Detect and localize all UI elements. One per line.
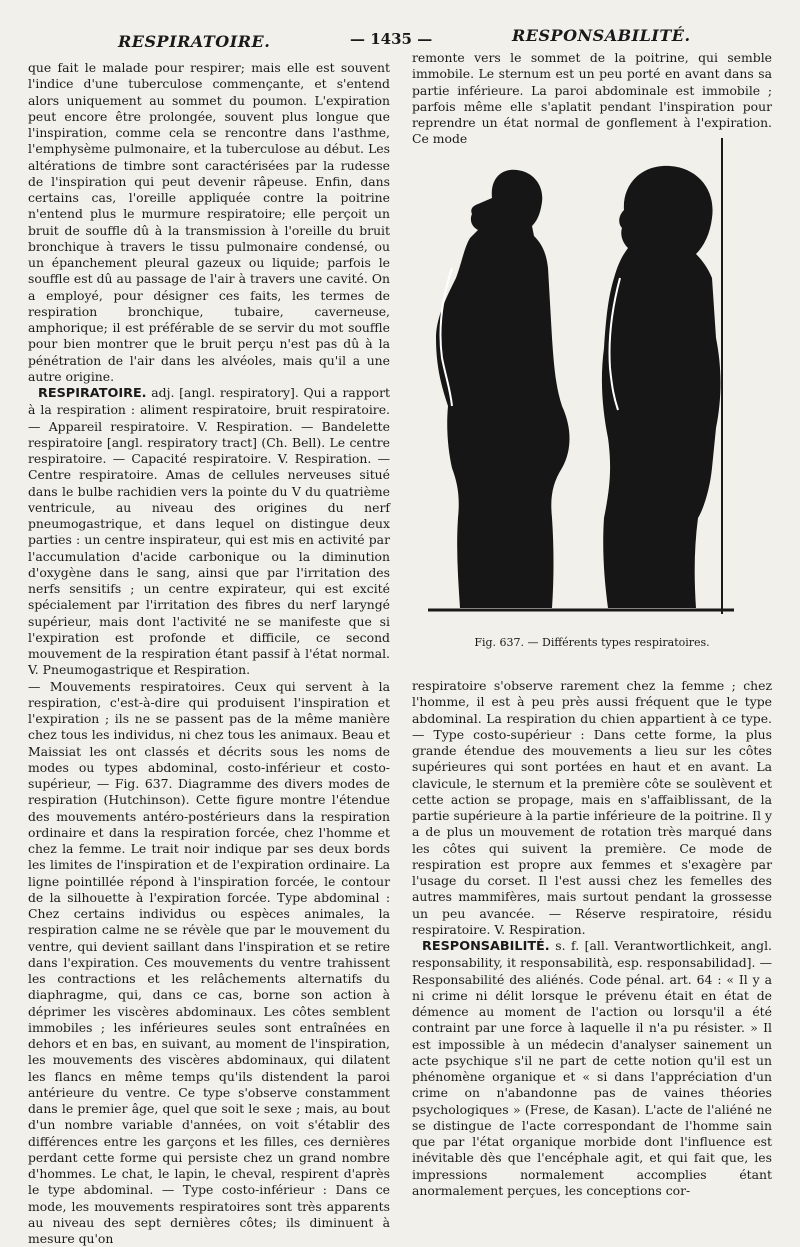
right-column-bottom (412, 678, 772, 1199)
running-head-left: RESPIRATOIRE. (118, 32, 270, 51)
right-column-top (412, 50, 772, 148)
entry-term-respiratoire: RESPIRATOIRE. (38, 386, 147, 401)
silhouettes-illustration (412, 138, 772, 628)
running-head-right: RESPONSABILITÉ. (512, 26, 691, 45)
figure-637 (412, 138, 772, 658)
right-bottom-paragraph-1: respiratoire s'observe rarement chez la femme ; chez l'homme, il est à peu près aussi fréquent que le type abdominal. La respiration du chien appartient à ce type. — Type costo-supérieur : Dans cette forme, la plus grande étendue des mouvements a lieu sur les côtes supérieures qui sont portées en haut et en avant. La clavicule, le sternum et la première côte se soulèvent et cette action se propage, mais en s'affaiblissant, de la partie supérieure à la partie inférieure de la poitrine. Il y a de plus un mouvement de rotation très marqué dans les côtes qui suivent la première. Ce mode de respiration est propre aux femmes et s'exagère par l'usage du corset. Il l'est aussi chez les femelles des autres mammifères, mais surtout pendant la grossesse un peu avancée. — Réserve respiratoire, résidu respiratoire. V. Respiration. (412, 678, 772, 938)
figure-caption: Fig. 637. — Différents types respiratoires. (412, 636, 772, 649)
entry-respiratoire-text: adj. [angl. respiratory]. Qui a rapport à la respiration : aliment respiratoire, bruit respiratoire. — Appareil respiratoire. V. Respiration. — Bandelette respiratoire [angl. respiratory tract] (Ch. Bell). Le centre respiratoire. — Capacité respiratoire. V. Respiration. — Centre respiratoire. Amas de cellules nerveuses situé dans le bulbe rachidien vers la pointe du V du quatrième ventricule, au niveau des origines du nerf pneumogastrique, et dans lequel on distingue deux parties : un centre inspirateur, qui est mis en activité par l'accumulation d'acide carbonique ou la diminution d'oxygène dans le sang, ainsi que par l'irritation des nerfs sensitifs ; un centre expirateur, qui est excité spécialement par l'irritation des fibres du nerf laryngé supérieur, mais dont l'activité ne se manifeste que si l'expiration est profonde et difficile, ce second mouvement de la respiration étant passif à l'état normal. V. Pneumogastrique et Respiration. (28, 385, 390, 677)
left-paragraph-3: — Mouvements respiratoires. Ceux qui servent à la respiration, c'est-à-dire qui produisent l'inspiration et l'expiration ; ils ne se passent pas de la même manière chez tous les individus, ni chez tous les animaux. Beau et Maissiat les ont classés et décrits sous les noms de modes ou types abdominal, costo-inférieur et costo-supérieur, — Fig. 637. Diagramme des divers modes de respiration (Hutchinson). Cette figure montre l'étendue des mouvements antéro-postérieurs dans la respiration ordinaire et dans la respiration forcée, chez l'homme et chez la femme. Le trait noir indique par ses deux bords les limites de l'inspiration et de l'expiration ordinaire. La ligne pointillée répond à l'inspiration forcée, le contour de la silhouette à l'expiration forcée. Type abdominal : Chez certains individus ou espèces animales, la respiration calme ne se révèle que par le mouvement du ventre, qui devient saillant dans l'inspiration et se retire dans l'expiration. Ces mouvements du ventre trahissent les contractions et les relâchements alternatifs du diaphragme, qui, dans ce cas, borne son action à déprimer les viscères abdominaux. Les côtes semblent immobiles ; les inférieures seules sont entraînées en dehors et en bas, en suivant, au moment de l'inspiration, les mouvements des viscères abdominaux, qui dilatent les flancs en même temps qu'ils distendent la paroi antérieure du ventre. Ce type s'observe constamment dans le premier âge, quel que soit le sexe ; mais, au bout d'un nombre variable d'années, on voit s'établir des différences entre les garçons et les filles, ces dernières perdant cette forme qui persiste chez un grand nombre d'hommes. Le chat, le lapin, le cheval, respirent d'après le type abdominal. — Type costo-inférieur : Dans ce mode, les mouvements respiratoires sont très apparents au niveau des sept dernières côtes; ils diminuent à mesure qu'on (28, 679, 390, 1247)
entry-responsabilite (412, 938, 772, 1199)
page-number: — 1435 — (350, 30, 432, 48)
left-paragraph-1: que fait le malade pour respirer; mais elle est souvent l'indice d'une tuberculose commençante, et s'entend alors uniquement au sommet du poumon. L'expiration peut encore être prolongée, souvent plus longue que l'inspiration, comme cela se rencontre dans l'asthme, l'emphysème pulmonaire, et la tuberculose au début. Les altérations de timbre sont caractérisées par la rudesse de l'inspiration qui peut devenir râpeuse. Enfin, dans certains cas, l'oreille appliquée contre la poitrine n'entend plus le murmure respiratoire; elle perçoit un bruit de souffle dû à la transmission à l'oreille du bruit bronchique à travers le tissu pulmonaire condensé, ou un épanchement pleural gazeux ou liquide; parfois le souffle est dû au passage de l'air à travers une cavité. On a employé, pour désigner ces faits, les termes de respiration bronchique, tubaire, caverneuse, amphorique; il est préférable de se servir du mot souffle pour bien montrer que le bruit perçu n'est pas dû à la pénétration de l'air dans les alvéoles, mais qu'il a une autre origine. (28, 60, 390, 385)
entry-term-responsabilite: RESPONSABILITÉ. (422, 939, 550, 954)
entry-responsabilite-text: s. f. [all. Verantwortlichkeit, angl. responsability, it responsabilità, esp. responsabilidad]. — Responsabilité des aliénés. Code pénal. art. 64 : « Il y a ni crime ni délit lorsque le prévenu était en état de démence au moment de l'action ou lorsqu'il a été contraint par une force à laquelle il n'a pu résister. » Il est impossible à un médecin d'analyser sainement un acte psychique s'il ne part de cette notion qu'il est un phénomène organique et « si dans l'appréciation d'un crime on n'abandonne pas de vaines théories psychologiques » (Frese, de Kasan). L'acte de l'aliéné ne se distingue de l'acte correspondant de l'homme sain que par l'état organique morbide dont l'influence est inévitable dès que l'encéphale agit, et qui fait que, les impressions normalement accomplies étant anormalement perçues, les conceptions cor- (412, 938, 772, 1198)
female-silhouette (436, 170, 570, 608)
right-top-paragraph: remonte vers le sommet de la poitrine, qui semble immobile. Le sternum est un peu porté en avant dans sa partie inférieure. La paroi abdominale est immobile ; parfois même elle s'aplatit pendant l'inspiration pour reprendre un état normal de gonflement à l'expiration. Ce mode (412, 50, 772, 148)
male-silhouette (602, 166, 721, 608)
entry-respiratoire (28, 385, 390, 679)
left-column (28, 60, 390, 1247)
